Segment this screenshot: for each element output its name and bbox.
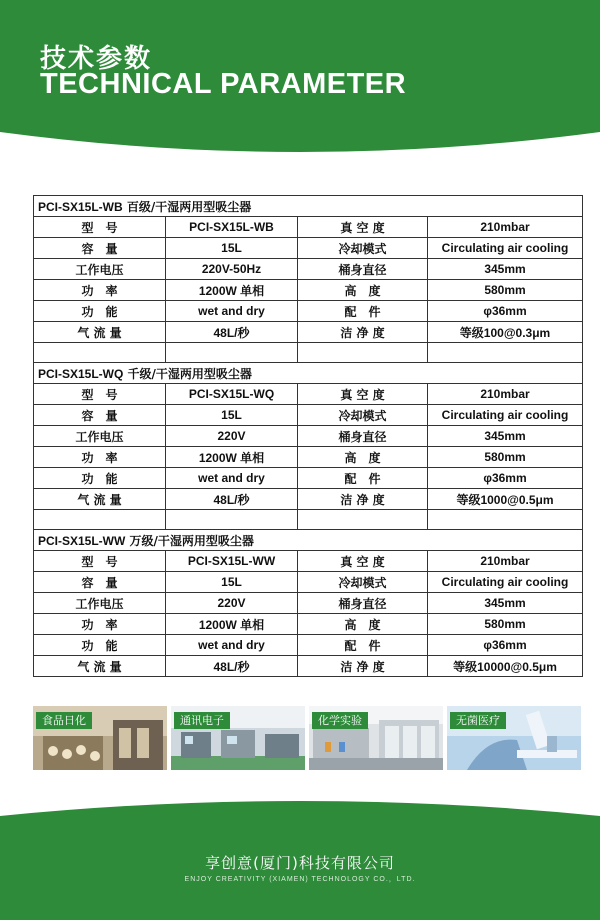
spec-table (33, 195, 583, 677)
spec-value: 48L/秒 (166, 322, 298, 343)
table-row (34, 489, 583, 510)
spec-value: 345mm (428, 426, 583, 447)
spec-label: 配 件 (298, 301, 428, 322)
table-row (34, 322, 583, 343)
spec-value: 15L (166, 572, 298, 593)
spec-label: 功 率 (34, 447, 166, 468)
spec-label: 容 量 (34, 405, 166, 426)
spec-label: 功 能 (34, 635, 166, 656)
spec-label: 冷却模式 (298, 238, 428, 259)
spec-tables (33, 195, 582, 677)
photo-tag-chemistry: 化学实验 (312, 712, 368, 729)
table-row (34, 301, 583, 322)
spacer-cell (166, 343, 298, 363)
spec-label: 洁 净 度 (298, 322, 428, 343)
spec-value: 220V-50Hz (166, 259, 298, 280)
photo-medical (447, 706, 581, 770)
spec-label: 高 度 (298, 447, 428, 468)
spec-label: 工作电压 (34, 593, 166, 614)
table-row (34, 217, 583, 238)
spec-value: PCI-SX15L-WW (166, 551, 298, 572)
spec-value: PCI-SX15L-WQ (166, 384, 298, 405)
photo-food (33, 706, 167, 770)
spacer-cell (298, 510, 428, 530)
application-photos (33, 706, 582, 770)
spec-value: 等级100@0.3μm (428, 322, 583, 343)
photo-tag-electronics: 通讯电子 (174, 712, 230, 729)
photo-tag-food: 食品日化 (36, 712, 92, 729)
spec-value: 1200W 单相 (166, 280, 298, 301)
spacer-cell (298, 343, 428, 363)
model-description: 千级/干湿两用型吸尘器 (127, 366, 252, 381)
photo-chemistry (309, 706, 443, 770)
spec-value: 15L (166, 405, 298, 426)
spec-value: 1200W 单相 (166, 447, 298, 468)
header-banner (0, 0, 600, 165)
spacer-cell (166, 510, 298, 530)
model-header-row (34, 530, 583, 551)
spec-value: 210mbar (428, 384, 583, 405)
model-title (34, 196, 583, 217)
spec-label: 高 度 (298, 614, 428, 635)
spec-label: 工作电压 (34, 259, 166, 280)
table-row (34, 656, 583, 677)
spec-value: 580mm (428, 614, 583, 635)
table-row (34, 572, 583, 593)
spec-value: 345mm (428, 593, 583, 614)
model-code: PCI-SX15L-WQ (38, 366, 124, 381)
spec-value: Circulating air cooling (428, 572, 583, 593)
spec-label: 桶身直径 (298, 426, 428, 447)
photo-electronics (171, 706, 305, 770)
table-row (34, 468, 583, 489)
spacer-row (34, 343, 583, 363)
page-title-en: TECHNICAL PARAMETER (40, 68, 407, 100)
spec-label: 气 流 量 (34, 656, 166, 677)
spec-value: 等级10000@0.5μm (428, 656, 583, 677)
spec-value: 210mbar (428, 551, 583, 572)
table-row (34, 447, 583, 468)
spec-label: 容 量 (34, 572, 166, 593)
model-description: 万级/干湿两用型吸尘器 (129, 533, 254, 548)
spec-value: wet and dry (166, 635, 298, 656)
spacer-cell (428, 510, 583, 530)
table-row (34, 614, 583, 635)
spec-value: 345mm (428, 259, 583, 280)
spec-value: φ36mm (428, 301, 583, 322)
spec-label: 桶身直径 (298, 259, 428, 280)
spec-value: Circulating air cooling (428, 405, 583, 426)
model-description: 百级/干湿两用型吸尘器 (126, 199, 252, 214)
table-row (34, 426, 583, 447)
spec-value: 210mbar (428, 217, 583, 238)
spec-label: 洁 净 度 (298, 489, 428, 510)
spec-label: 型 号 (34, 384, 166, 405)
spec-label: 工作电压 (34, 426, 166, 447)
table-row (34, 635, 583, 656)
photo-tag-medical: 无菌医疗 (450, 712, 506, 729)
spacer-cell (428, 343, 583, 363)
page-title-cn: 技术参数 (40, 44, 153, 74)
table-row (34, 593, 583, 614)
table-row (34, 238, 583, 259)
spec-value: 220V (166, 426, 298, 447)
spec-label: 配 件 (298, 468, 428, 489)
table-row (34, 280, 583, 301)
spec-value: 580mm (428, 447, 583, 468)
spacer-row (34, 510, 583, 530)
spec-label: 高 度 (298, 280, 428, 301)
spec-label: 容 量 (34, 238, 166, 259)
company-name-en: ENJOY CREATIVITY (XIAMEN) TECHNOLOGY CO.，LTD. (184, 876, 416, 883)
spec-value: 580mm (428, 280, 583, 301)
spec-value: 220V (166, 593, 298, 614)
company-name-cn: 享创意(厦门)科技有限公司 (205, 854, 395, 872)
spec-value: φ36mm (428, 635, 583, 656)
spec-label: 功 能 (34, 468, 166, 489)
spec-label: 真 空 度 (298, 551, 428, 572)
spec-label: 气 流 量 (34, 489, 166, 510)
spec-label: 冷却模式 (298, 572, 428, 593)
spec-label: 冷却模式 (298, 405, 428, 426)
spec-label: 真 空 度 (298, 217, 428, 238)
spec-value: wet and dry (166, 468, 298, 489)
table-row (34, 405, 583, 426)
spec-label: 桶身直径 (298, 593, 428, 614)
spec-label: 型 号 (34, 217, 166, 238)
table-row (34, 551, 583, 572)
model-title (34, 530, 583, 551)
spec-value: 1200W 单相 (166, 614, 298, 635)
spec-label: 配 件 (298, 635, 428, 656)
spec-label: 功 率 (34, 280, 166, 301)
model-title (34, 363, 583, 384)
table-row (34, 259, 583, 280)
model-header-row (34, 363, 583, 384)
spec-label: 真 空 度 (298, 384, 428, 405)
spacer-cell (34, 510, 166, 530)
spec-value: Circulating air cooling (428, 238, 583, 259)
spec-label: 洁 净 度 (298, 656, 428, 677)
spec-label: 型 号 (34, 551, 166, 572)
model-code: PCI-SX15L-WW (38, 533, 126, 548)
spec-value: wet and dry (166, 301, 298, 322)
model-header-row (34, 196, 583, 217)
spacer-cell (34, 343, 166, 363)
spec-value: PCI-SX15L-WB (166, 217, 298, 238)
spec-value: φ36mm (428, 468, 583, 489)
model-code: PCI-SX15L-WB (38, 199, 123, 214)
spec-value: 48L/秒 (166, 489, 298, 510)
table-row (34, 384, 583, 405)
spec-value: 等级1000@0.5μm (428, 489, 583, 510)
spec-label: 功 能 (34, 301, 166, 322)
spec-label: 气 流 量 (34, 322, 166, 343)
spec-label: 功 率 (34, 614, 166, 635)
spec-value: 48L/秒 (166, 656, 298, 677)
spec-value: 15L (166, 238, 298, 259)
